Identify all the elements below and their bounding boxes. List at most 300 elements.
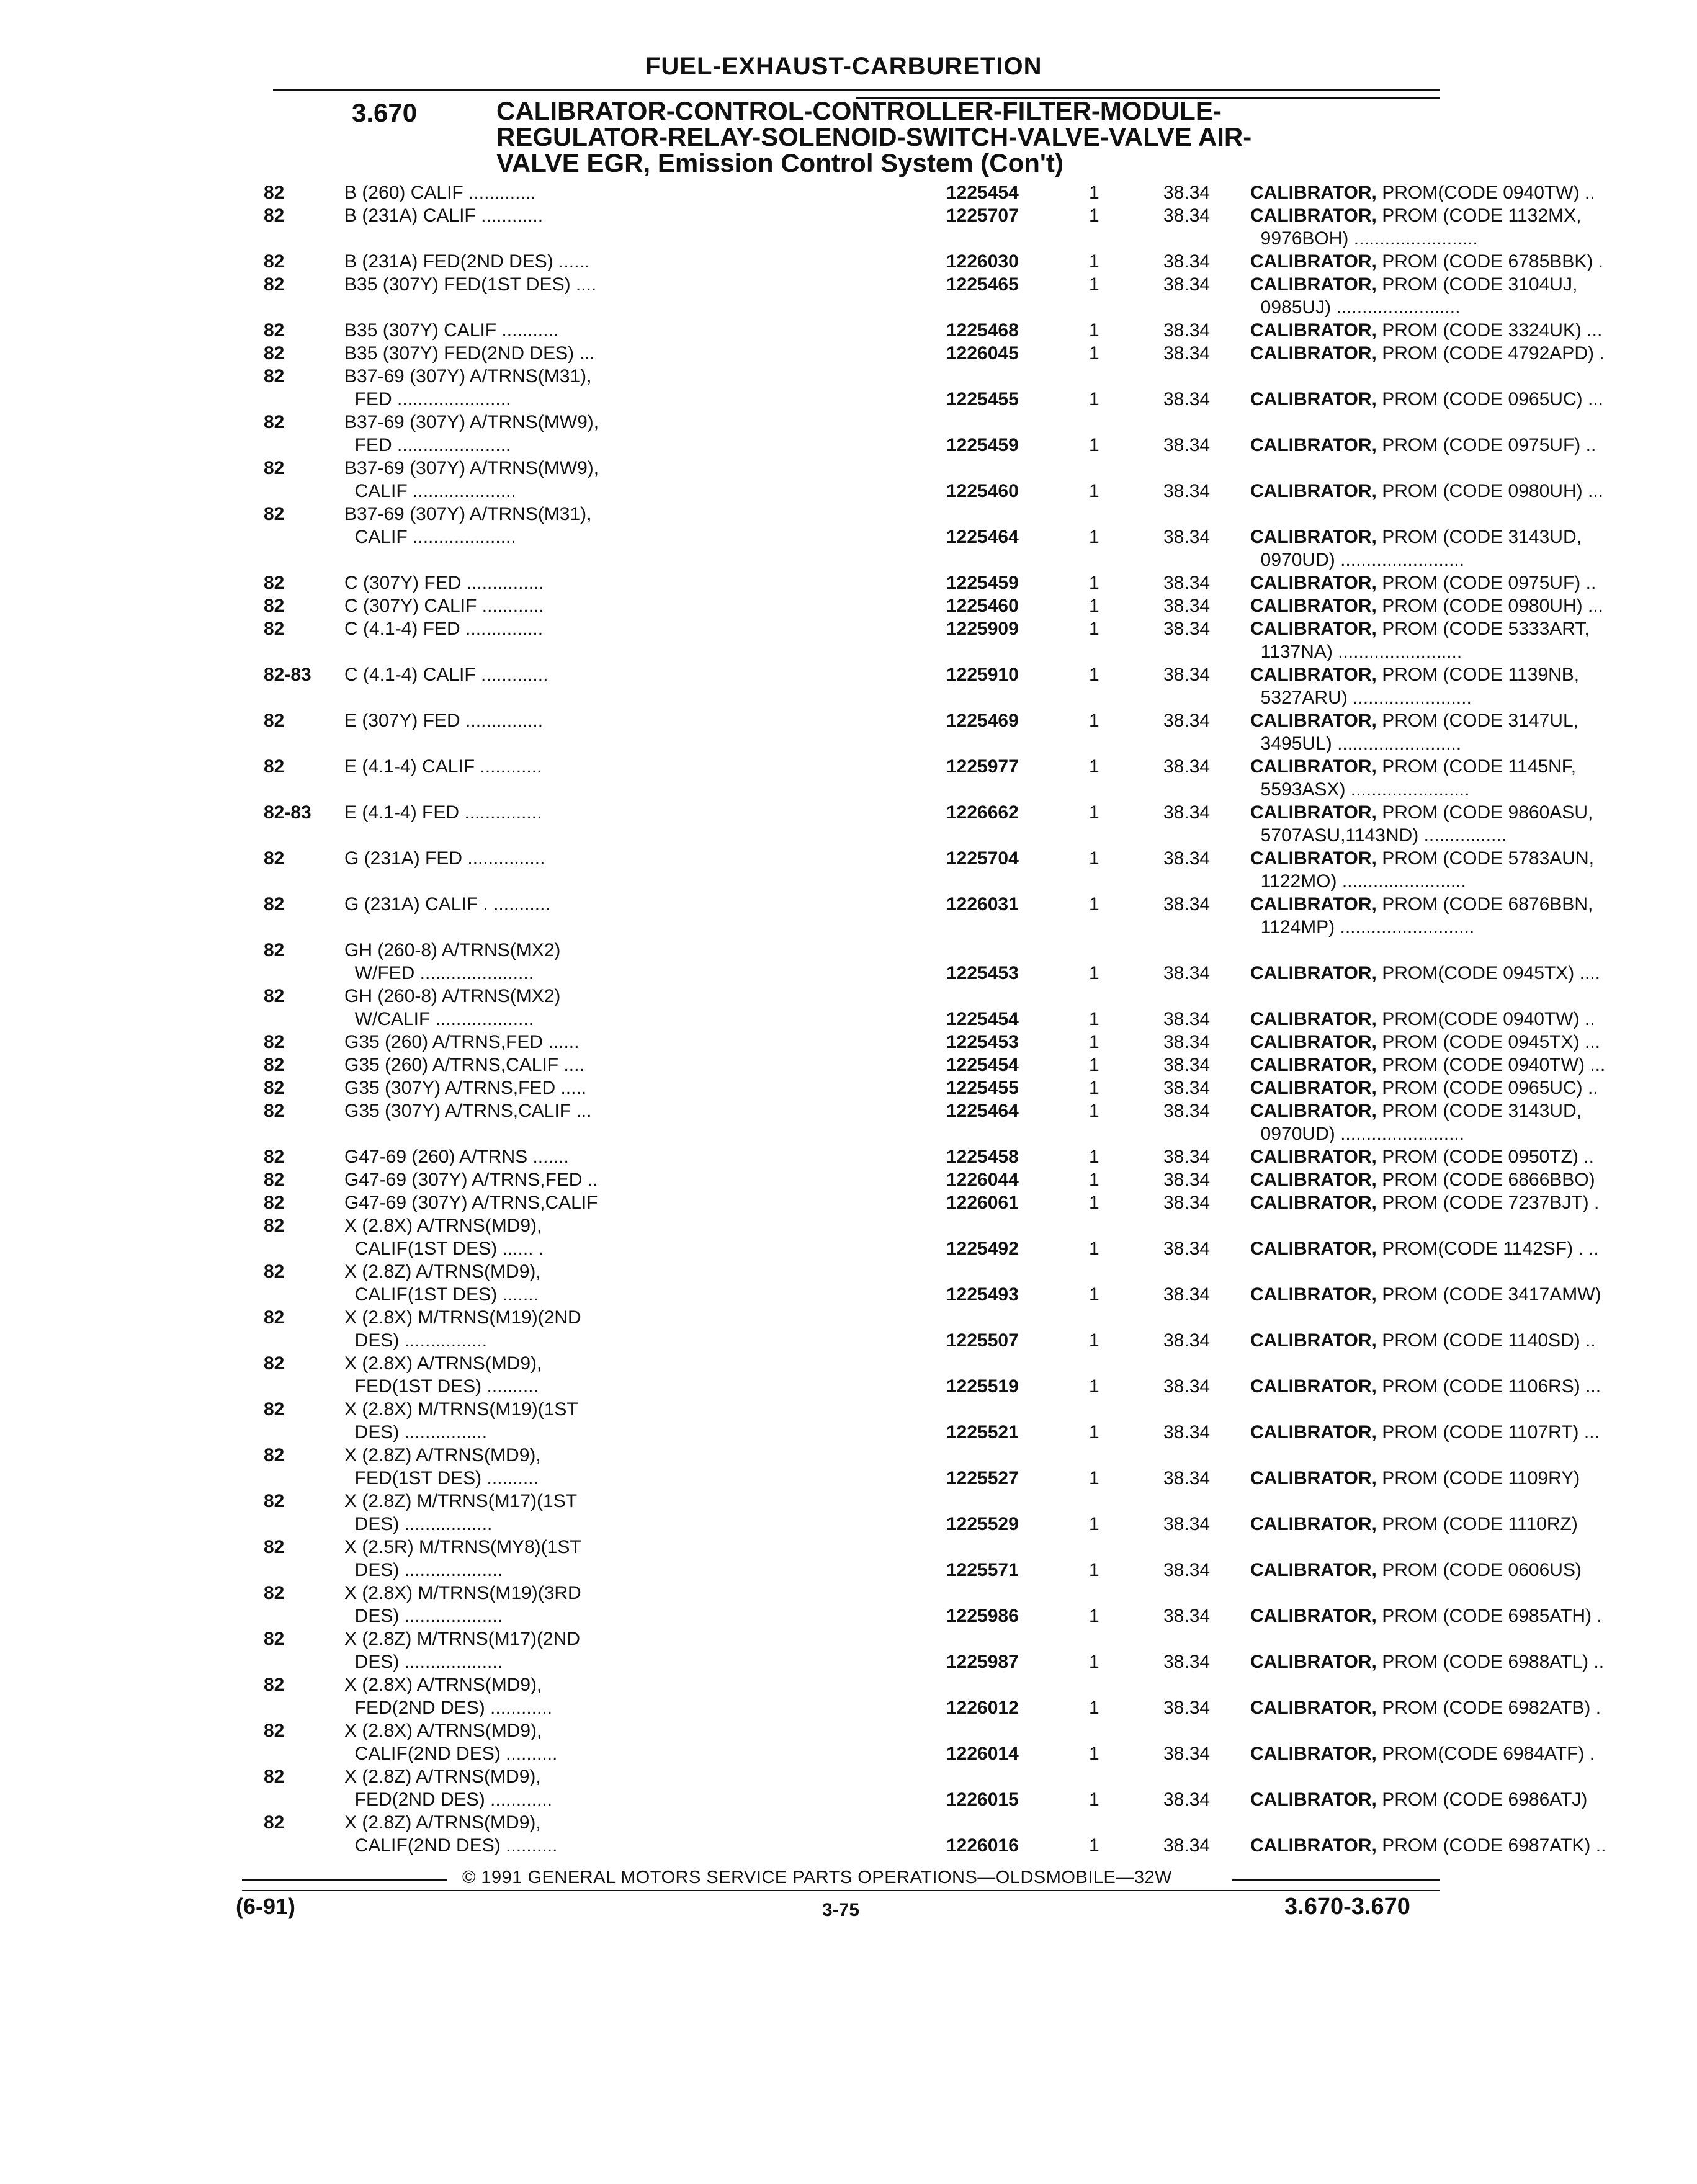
application-description: C (307Y) CALIF ............ bbox=[344, 596, 544, 616]
part-number: 1225459 bbox=[946, 435, 1019, 455]
part-number: 1226014 bbox=[946, 1743, 1019, 1764]
application-description: E (4.1-4) CALIF ............ bbox=[344, 756, 542, 777]
model-year: 82 bbox=[264, 1307, 285, 1328]
part-name bbox=[1250, 204, 1697, 227]
part-number: 1225454 bbox=[946, 1055, 1019, 1075]
part-name bbox=[1250, 342, 1697, 365]
part-name bbox=[1250, 824, 1697, 847]
part-name-detail: PROM (CODE 6985ATH) . bbox=[1376, 1606, 1602, 1626]
application-description: W/FED ...................... bbox=[344, 963, 534, 983]
quantity: 1 bbox=[1089, 1055, 1099, 1075]
part-name-detail: 0970UD) ........................ bbox=[1250, 550, 1465, 570]
table-row bbox=[264, 1031, 1600, 1054]
table-row bbox=[264, 342, 1605, 365]
part-name bbox=[1250, 1559, 1697, 1582]
price: 38.34 bbox=[1163, 1147, 1211, 1167]
part-number: 1225492 bbox=[946, 1238, 1019, 1259]
quantity: 1 bbox=[1089, 481, 1099, 501]
price: 38.34 bbox=[1163, 573, 1211, 593]
part-name-bold: CALIBRATOR, bbox=[1250, 1055, 1377, 1075]
application-description: G47-69 (307Y) A/TRNS,CALIF bbox=[344, 1193, 598, 1213]
part-number: 1226016 bbox=[946, 1835, 1019, 1856]
part-name-detail: PROM (CODE 6987ATK) .. bbox=[1376, 1835, 1606, 1856]
part-number: 1225460 bbox=[946, 481, 1019, 501]
quantity: 1 bbox=[1089, 1147, 1099, 1167]
part-name bbox=[1250, 1329, 1697, 1352]
part-name-bold: CALIBRATOR, bbox=[1250, 1514, 1377, 1534]
application-description: FED(1ST DES) .......... bbox=[344, 1376, 539, 1397]
quantity: 1 bbox=[1089, 1330, 1099, 1351]
part-name-bold: CALIBRATOR, bbox=[1250, 1422, 1377, 1443]
table-row bbox=[264, 1099, 1582, 1145]
application-description: B (260) CALIF ............. bbox=[344, 182, 536, 203]
section-title-line: CALIBRATOR-CONTROL-CONTROLLER-FILTER-MODULE- bbox=[496, 96, 1222, 125]
quantity: 1 bbox=[1089, 1468, 1099, 1488]
part-name-bold: CALIBRATOR, bbox=[1250, 619, 1377, 639]
part-number: 1225454 bbox=[946, 1009, 1019, 1029]
part-name bbox=[1250, 847, 1697, 870]
model-year: 82 bbox=[264, 320, 285, 341]
table-row bbox=[264, 204, 1582, 250]
model-year: 82 bbox=[264, 366, 285, 387]
price: 38.34 bbox=[1163, 710, 1211, 731]
part-name bbox=[1250, 755, 1697, 778]
table-row bbox=[264, 1627, 1605, 1673]
application-description: E (307Y) FED ............... bbox=[344, 710, 544, 731]
quantity: 1 bbox=[1089, 527, 1099, 547]
quantity: 1 bbox=[1089, 1835, 1099, 1856]
table-row bbox=[264, 365, 1603, 411]
application-description: W/CALIF ................... bbox=[344, 1009, 534, 1029]
table-row bbox=[264, 1582, 1602, 1627]
quantity: 1 bbox=[1089, 1698, 1099, 1718]
application-description: G35 (260) A/TRNS,FED ...... bbox=[344, 1032, 580, 1052]
part-number: 1225519 bbox=[946, 1376, 1019, 1397]
part-name-bold: CALIBRATOR, bbox=[1250, 343, 1377, 364]
part-name bbox=[1250, 893, 1697, 916]
part-name-detail: PROM (CODE 3147UL, bbox=[1376, 710, 1578, 731]
part-number: 1226045 bbox=[946, 343, 1019, 364]
table-row bbox=[264, 1191, 1600, 1214]
application-description: DES) ................... bbox=[344, 1652, 503, 1672]
price: 38.34 bbox=[1163, 1652, 1211, 1672]
part-name-detail: PROM (CODE 1140SD) .. bbox=[1376, 1330, 1596, 1351]
part-name bbox=[1250, 1513, 1697, 1536]
application-description: B37-69 (307Y) A/TRNS(MW9), bbox=[344, 412, 599, 432]
part-number: 1226012 bbox=[946, 1698, 1019, 1718]
quantity: 1 bbox=[1089, 343, 1099, 364]
model-year: 82 bbox=[264, 1193, 285, 1213]
price: 38.34 bbox=[1163, 1743, 1211, 1764]
part-name-detail: PROM (CODE 4792APD) . bbox=[1376, 343, 1605, 364]
application-description: X (2.8Z) A/TRNS(MD9), bbox=[344, 1261, 541, 1282]
price: 38.34 bbox=[1163, 205, 1211, 226]
application-description: DES) ................ bbox=[344, 1330, 488, 1351]
model-year: 82 bbox=[264, 1078, 285, 1098]
model-year: 82 bbox=[264, 205, 285, 226]
section-number: 3.670 bbox=[352, 98, 418, 127]
part-name bbox=[1250, 916, 1697, 939]
table-row bbox=[264, 939, 1600, 985]
part-number: 1225464 bbox=[946, 1101, 1019, 1121]
part-name bbox=[1250, 594, 1697, 617]
part-number: 1226015 bbox=[946, 1789, 1019, 1810]
part-name-detail: PROM (CODE 6988ATL) .. bbox=[1376, 1652, 1605, 1672]
price: 38.34 bbox=[1163, 665, 1211, 685]
part-name-detail: PROM (CODE 5783AUN, bbox=[1376, 848, 1594, 869]
application-description: X (2.8Z) A/TRNS(MD9), bbox=[344, 1812, 541, 1833]
price: 38.34 bbox=[1163, 435, 1211, 455]
part-name-detail: PROM (CODE 3417AMW) bbox=[1376, 1284, 1601, 1305]
application-description: G35 (307Y) A/TRNS,FED ..... bbox=[344, 1078, 587, 1098]
quantity: 1 bbox=[1089, 182, 1099, 203]
part-number: 1225529 bbox=[946, 1514, 1019, 1534]
table-row bbox=[264, 411, 1596, 457]
quantity: 1 bbox=[1089, 1284, 1099, 1305]
part-name-bold: CALIBRATOR, bbox=[1250, 1560, 1377, 1580]
quantity: 1 bbox=[1089, 435, 1099, 455]
application-description: X (2.8X) A/TRNS(MD9), bbox=[344, 1721, 542, 1741]
application-description: B35 (307Y) FED(2ND DES) ... bbox=[344, 343, 595, 364]
part-name-detail: PROM (CODE 1110RZ) bbox=[1376, 1514, 1578, 1534]
quantity: 1 bbox=[1089, 619, 1099, 639]
part-number: 1225493 bbox=[946, 1284, 1019, 1305]
application-description: E (4.1-4) FED ............... bbox=[344, 802, 542, 823]
table-row bbox=[264, 1719, 1595, 1765]
application-description: C (307Y) FED ............... bbox=[344, 573, 544, 593]
section-title bbox=[496, 98, 1390, 176]
part-name-bold: CALIBRATOR, bbox=[1250, 527, 1377, 547]
footer-rule-bottom bbox=[242, 1890, 1440, 1891]
quantity: 1 bbox=[1089, 756, 1099, 777]
part-number: 1225521 bbox=[946, 1422, 1019, 1443]
part-number: 1225986 bbox=[946, 1606, 1019, 1626]
model-year: 82 bbox=[264, 1055, 285, 1075]
model-year: 82 bbox=[264, 619, 285, 639]
part-name-detail: 5707ASU,1143ND) ................ bbox=[1250, 825, 1507, 846]
table-row bbox=[264, 1306, 1596, 1352]
price: 38.34 bbox=[1163, 1422, 1211, 1443]
quantity: 1 bbox=[1089, 1743, 1099, 1764]
part-name-bold: CALIBRATOR, bbox=[1250, 1698, 1377, 1718]
part-name-detail: PROM (CODE 1106RS) ... bbox=[1376, 1376, 1601, 1397]
model-year: 82 bbox=[264, 710, 285, 731]
part-name bbox=[1250, 1604, 1697, 1627]
price: 38.34 bbox=[1163, 596, 1211, 616]
part-name-bold: CALIBRATOR, bbox=[1250, 1147, 1377, 1167]
part-name bbox=[1250, 1237, 1697, 1260]
price: 38.34 bbox=[1163, 1789, 1211, 1810]
part-number: 1225455 bbox=[946, 1078, 1019, 1098]
application-description: CALIF(2ND DES) .......... bbox=[344, 1743, 558, 1764]
application-description: B37-69 (307Y) A/TRNS(MW9), bbox=[344, 458, 599, 478]
part-number: 1226044 bbox=[946, 1170, 1019, 1190]
part-name bbox=[1250, 1191, 1697, 1214]
part-number: 1225458 bbox=[946, 1147, 1019, 1167]
part-name-bold: CALIBRATOR, bbox=[1250, 1032, 1377, 1052]
application-description: GH (260-8) A/TRNS(MX2) bbox=[344, 986, 561, 1006]
part-name-detail: PROM (CODE 6876BBN, bbox=[1376, 894, 1593, 915]
part-name-bold: CALIBRATOR, bbox=[1250, 1078, 1377, 1098]
application-description: DES) ................... bbox=[344, 1560, 503, 1580]
price: 38.34 bbox=[1163, 1835, 1211, 1856]
part-number: 1225469 bbox=[946, 710, 1019, 731]
part-name bbox=[1250, 1742, 1697, 1765]
application-description: X (2.8X) A/TRNS(MD9), bbox=[344, 1675, 542, 1695]
application-description: X (2.5R) M/TRNS(MY8)(1ST bbox=[344, 1537, 581, 1557]
part-name bbox=[1250, 250, 1697, 273]
application-description: B35 (307Y) FED(1ST DES) .... bbox=[344, 274, 597, 295]
table-row bbox=[264, 1168, 1595, 1191]
table-row bbox=[264, 1145, 1594, 1168]
price: 38.34 bbox=[1163, 1055, 1211, 1075]
part-number: 1225910 bbox=[946, 665, 1019, 685]
part-name-detail: PROM (CODE 1145NF, bbox=[1376, 756, 1577, 777]
part-name bbox=[1250, 571, 1697, 594]
footer-rule-right bbox=[1232, 1879, 1440, 1881]
price: 38.34 bbox=[1163, 274, 1211, 295]
part-number: 1226030 bbox=[946, 251, 1019, 272]
table-row bbox=[264, 571, 1596, 594]
quantity: 1 bbox=[1089, 274, 1099, 295]
table-row bbox=[264, 1398, 1600, 1444]
model-year: 82 bbox=[264, 1583, 285, 1603]
price: 38.34 bbox=[1163, 1560, 1211, 1580]
part-number: 1225909 bbox=[946, 619, 1019, 639]
part-name bbox=[1250, 640, 1697, 663]
part-name bbox=[1250, 1168, 1697, 1191]
part-name bbox=[1250, 870, 1697, 893]
part-name-detail: 5593ASX) ....................... bbox=[1250, 779, 1470, 800]
part-name-detail: 0985UJ) ........................ bbox=[1250, 297, 1461, 318]
price: 38.34 bbox=[1163, 320, 1211, 341]
part-name-bold: CALIBRATOR, bbox=[1250, 320, 1377, 341]
model-year: 82 bbox=[264, 274, 285, 295]
application-description: X (2.8Z) M/TRNS(M17)(1ST bbox=[344, 1491, 578, 1511]
quantity: 1 bbox=[1089, 1652, 1099, 1672]
part-name bbox=[1250, 548, 1697, 571]
quantity: 1 bbox=[1089, 251, 1099, 272]
part-name bbox=[1250, 1145, 1697, 1168]
application-description: X (2.8Z) A/TRNS(MD9), bbox=[344, 1445, 541, 1466]
model-year: 82 bbox=[264, 596, 285, 616]
model-year: 82 bbox=[264, 182, 285, 203]
model-year: 82 bbox=[264, 1261, 285, 1282]
part-name-detail: PROM (CODE 0980UH) ... bbox=[1376, 596, 1603, 616]
running-title: FUEL-EXHAUST-CARBURETION bbox=[645, 53, 1042, 80]
part-name bbox=[1250, 617, 1697, 640]
application-description: X (2.8X) M/TRNS(M19)(1ST bbox=[344, 1399, 578, 1420]
price: 38.34 bbox=[1163, 848, 1211, 869]
part-name bbox=[1250, 663, 1697, 686]
model-year: 82 bbox=[264, 458, 285, 478]
application-description: CALIF .................... bbox=[344, 481, 516, 501]
part-name-detail: PROM (CODE 0945TX) ... bbox=[1376, 1032, 1600, 1052]
application-description: FED(2ND DES) ............ bbox=[344, 1789, 553, 1810]
part-name-detail: PROM (CODE 1107RT) ... bbox=[1376, 1422, 1600, 1443]
part-name-bold: CALIBRATOR, bbox=[1250, 1606, 1377, 1626]
application-description: FED ...................... bbox=[344, 435, 511, 455]
table-row bbox=[264, 250, 1603, 273]
part-name-bold: CALIBRATOR, bbox=[1250, 274, 1377, 295]
part-name bbox=[1250, 732, 1697, 755]
part-name bbox=[1250, 1283, 1697, 1306]
part-name-bold: CALIBRATOR, bbox=[1250, 1789, 1377, 1810]
section-title-line: VALVE EGR, Emission Control System (Con't) bbox=[496, 148, 1063, 177]
part-number: 1225460 bbox=[946, 596, 1019, 616]
application-description: GH (260-8) A/TRNS(MX2) bbox=[344, 940, 561, 960]
part-name-detail: PROM(CODE 0940TW) .. bbox=[1376, 1009, 1595, 1029]
quantity: 1 bbox=[1089, 1422, 1099, 1443]
part-name-bold: CALIBRATOR, bbox=[1250, 1835, 1377, 1856]
quantity: 1 bbox=[1089, 1238, 1099, 1259]
part-name bbox=[1250, 1054, 1697, 1076]
parts-table bbox=[264, 181, 1606, 1857]
part-name-detail: PROM (CODE 1139NB, bbox=[1376, 665, 1580, 685]
price: 38.34 bbox=[1163, 619, 1211, 639]
application-description: FED(1ST DES) .......... bbox=[344, 1468, 539, 1488]
part-name-detail: PROM (CODE 0975UF) .. bbox=[1376, 573, 1596, 593]
application-description: CALIF(1ST DES) ....... bbox=[344, 1284, 539, 1305]
quantity: 1 bbox=[1089, 848, 1099, 869]
part-number: 1225453 bbox=[946, 963, 1019, 983]
price: 38.34 bbox=[1163, 1170, 1211, 1190]
price: 38.34 bbox=[1163, 756, 1211, 777]
footer-copyright: © 1991 GENERAL MOTORS SERVICE PARTS OPERATIONS—OLDSMOBILE—32W bbox=[462, 1868, 1172, 1887]
part-name-bold: CALIBRATOR, bbox=[1250, 1238, 1377, 1259]
model-year: 82 bbox=[264, 1812, 285, 1833]
quantity: 1 bbox=[1089, 1101, 1099, 1121]
table-row bbox=[264, 985, 1595, 1031]
quantity: 1 bbox=[1089, 1514, 1099, 1534]
part-name-detail: 9976BOH) ........................ bbox=[1250, 228, 1478, 249]
part-name-detail: PROM (CODE 0950TZ) .. bbox=[1376, 1147, 1594, 1167]
table-row bbox=[264, 1214, 1599, 1260]
table-row bbox=[264, 503, 1582, 571]
part-name-detail: PROM (CODE 0965UC) .. bbox=[1376, 1078, 1598, 1098]
quantity: 1 bbox=[1089, 1193, 1099, 1213]
part-number: 1225704 bbox=[946, 848, 1019, 869]
model-year: 82 bbox=[264, 756, 285, 777]
header-rule bbox=[273, 89, 1440, 91]
part-name bbox=[1250, 434, 1697, 457]
part-name-detail: 1124MP) .......................... bbox=[1250, 917, 1475, 938]
application-description: G (231A) FED ............... bbox=[344, 848, 545, 869]
part-name-detail: PROM (CODE 1132MX, bbox=[1376, 205, 1582, 226]
price: 38.34 bbox=[1163, 1032, 1211, 1052]
part-name-bold: CALIBRATOR, bbox=[1250, 1376, 1377, 1397]
model-year: 82 bbox=[264, 1215, 285, 1236]
part-name-bold: CALIBRATOR, bbox=[1250, 1284, 1377, 1305]
footer-rule-left bbox=[242, 1879, 447, 1881]
table-row bbox=[264, 709, 1578, 755]
table-row bbox=[264, 594, 1603, 617]
quantity: 1 bbox=[1089, 894, 1099, 915]
application-description: FED ...................... bbox=[344, 389, 511, 410]
part-name-detail: PROM (CODE 0606US) bbox=[1376, 1560, 1582, 1580]
model-year: 82 bbox=[264, 1445, 285, 1466]
part-name-detail: PROM (CODE 6866BBO) bbox=[1376, 1170, 1595, 1190]
quantity: 1 bbox=[1089, 963, 1099, 983]
model-year: 82 bbox=[264, 1675, 285, 1695]
part-name-bold: CALIBRATOR, bbox=[1250, 848, 1377, 869]
price: 38.34 bbox=[1163, 1468, 1211, 1488]
part-name-bold: CALIBRATOR, bbox=[1250, 1330, 1377, 1351]
table-row bbox=[264, 273, 1578, 319]
model-year: 82 bbox=[264, 1491, 285, 1511]
quantity: 1 bbox=[1089, 205, 1099, 226]
part-name-detail: PROM(CODE 6984ATF) . bbox=[1376, 1743, 1595, 1764]
model-year: 82 bbox=[264, 504, 285, 524]
model-year: 82 bbox=[264, 1032, 285, 1052]
model-year: 82 bbox=[264, 1721, 285, 1741]
price: 38.34 bbox=[1163, 389, 1211, 410]
model-year: 82 bbox=[264, 251, 285, 272]
part-name-detail: PROM (CODE 0975UF) .. bbox=[1376, 435, 1596, 455]
price: 38.34 bbox=[1163, 1698, 1211, 1718]
quantity: 1 bbox=[1089, 1376, 1099, 1397]
application-description: B (231A) CALIF ............ bbox=[344, 205, 544, 226]
application-description: X (2.8X) A/TRNS(MD9), bbox=[344, 1353, 542, 1374]
part-name-detail: PROM (CODE 3143UD, bbox=[1376, 1101, 1582, 1121]
part-name-detail: PROM(CODE 1142SF) . .. bbox=[1376, 1238, 1599, 1259]
part-name bbox=[1250, 1788, 1697, 1811]
price: 38.34 bbox=[1163, 343, 1211, 364]
part-number: 1225453 bbox=[946, 1032, 1019, 1052]
part-name-bold: CALIBRATOR, bbox=[1250, 1101, 1377, 1121]
model-year: 82-83 bbox=[264, 665, 311, 685]
quantity: 1 bbox=[1089, 665, 1099, 685]
price: 38.34 bbox=[1163, 182, 1211, 203]
price: 38.34 bbox=[1163, 1284, 1211, 1305]
part-name-detail: 1122MO) ........................ bbox=[1250, 871, 1466, 892]
quantity: 1 bbox=[1089, 1078, 1099, 1098]
table-row bbox=[264, 319, 1603, 342]
part-name-bold: CALIBRATOR, bbox=[1250, 251, 1377, 272]
part-name-detail: PROM (CODE 5333ART, bbox=[1376, 619, 1590, 639]
table-row bbox=[264, 893, 1593, 939]
footer-date-code: (6-91) bbox=[236, 1894, 296, 1919]
part-name bbox=[1250, 1099, 1697, 1122]
part-number: 1225977 bbox=[946, 756, 1019, 777]
table-row bbox=[264, 1490, 1578, 1536]
application-description: X (2.8X) M/TRNS(M19)(2ND bbox=[344, 1307, 581, 1328]
part-name-detail: PROM (CODE 3324UK) ... bbox=[1376, 320, 1603, 341]
part-name-detail: PROM (CODE 0940TW) ... bbox=[1376, 1055, 1606, 1075]
part-name-detail: PROM (CODE 0980UH) ... bbox=[1376, 481, 1603, 501]
part-name-bold: CALIBRATOR, bbox=[1250, 665, 1377, 685]
model-year: 82 bbox=[264, 1353, 285, 1374]
application-description: G35 (307Y) A/TRNS,CALIF ... bbox=[344, 1101, 592, 1121]
price: 38.34 bbox=[1163, 251, 1211, 272]
part-name-detail: PROM(CODE 0940TW) .. bbox=[1376, 182, 1595, 203]
quantity: 1 bbox=[1089, 320, 1099, 341]
part-number: 1225571 bbox=[946, 1560, 1019, 1580]
part-name bbox=[1250, 1650, 1697, 1673]
part-name bbox=[1250, 1031, 1697, 1054]
part-name bbox=[1250, 1696, 1697, 1719]
part-name-detail: PROM(CODE 0945TX) .... bbox=[1376, 963, 1600, 983]
application-description: G (231A) CALIF . ........... bbox=[344, 894, 550, 915]
part-number: 1225455 bbox=[946, 389, 1019, 410]
part-name bbox=[1250, 1421, 1697, 1444]
quantity: 1 bbox=[1089, 1560, 1099, 1580]
part-name bbox=[1250, 686, 1697, 709]
application-description: X (2.8X) A/TRNS(MD9), bbox=[344, 1215, 542, 1236]
part-name bbox=[1250, 801, 1697, 824]
part-name-bold: CALIBRATOR, bbox=[1250, 1652, 1377, 1672]
part-number: 1226061 bbox=[946, 1193, 1019, 1213]
